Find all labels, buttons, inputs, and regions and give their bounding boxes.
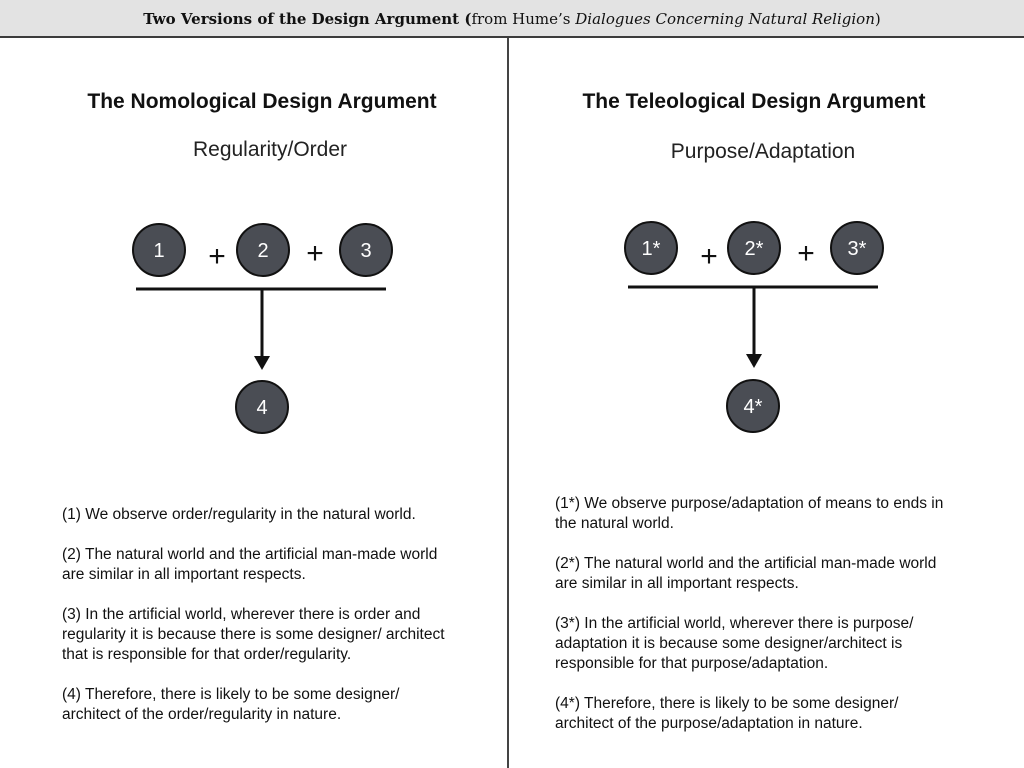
left-node-4-label: 4 xyxy=(256,397,268,419)
left-subheading: Regularity/Order xyxy=(192,138,348,161)
right-node-2 xyxy=(728,222,780,274)
left-node-4 xyxy=(236,381,288,433)
left-premise-2: (2) The natural world and the artificial man-made world are similar in all important respects. xyxy=(62,546,438,583)
right-plus-2: + xyxy=(797,237,815,270)
right-premise-2: (2*) The natural world and the artificial man-made world are similar in all important respects. xyxy=(555,555,937,592)
left-premise-3: (3) In the artificial world, wherever there is order and regularity it is because there is some designer/ architect that is responsible for that order/regularity. xyxy=(62,606,445,663)
right-node-3-label: 3* xyxy=(847,238,867,260)
right-heading: The Teleological Design Argument xyxy=(582,90,926,113)
title-italic: Dialogues Concerning Natural Religion xyxy=(575,10,875,28)
left-plus-2: + xyxy=(306,237,324,270)
left-premise-4: (4) Therefore, there is likely to be some designer/ architect of the order/regularity in nature. xyxy=(62,686,400,723)
left-node-3-label: 3 xyxy=(360,240,372,262)
right-node-3 xyxy=(831,222,883,274)
right-subheading: Purpose/Adaptation xyxy=(670,140,856,163)
left-node-1-label: 1 xyxy=(153,240,165,262)
right-premise-1: (1*) We observe purpose/adaptation of means to ends in the natural world. xyxy=(555,495,944,532)
left-node-1 xyxy=(133,224,185,276)
left-arrowhead xyxy=(254,356,270,370)
left-premises xyxy=(62,505,462,745)
left-heading: The Nomological Design Argument xyxy=(87,90,437,113)
right-node-2-label: 2* xyxy=(744,238,764,260)
right-premise-4: (4*) Therefore, there is likely to be some designer/ architect of the purpose/adaptation in nature. xyxy=(555,695,899,732)
right-arrowhead xyxy=(746,354,762,368)
left-node-2-label: 2 xyxy=(257,240,269,262)
right-node-4-label: 4* xyxy=(743,396,763,418)
right-node-1 xyxy=(625,222,677,274)
right-premises xyxy=(555,494,951,754)
title-from: from Hume’s xyxy=(471,10,576,28)
right-node-1-label: 1* xyxy=(641,238,661,260)
right-plus-1: + xyxy=(700,240,718,273)
title-bold: Two Versions of the Design Argument ( xyxy=(143,10,472,28)
left-plus-1: + xyxy=(208,240,226,273)
left-diagram xyxy=(133,224,392,433)
title-close: ) xyxy=(874,10,881,28)
left-node-3 xyxy=(340,224,392,276)
right-node-4 xyxy=(727,380,779,432)
right-premise-3: (3*) In the artificial world, wherever there is purpose/ adaptation it is because some designer/architect is responsible for that purpose/adaptation. xyxy=(555,615,914,672)
left-premise-1: (1) We observe order/regularity in the natural world. xyxy=(62,506,416,523)
right-diagram xyxy=(625,222,883,432)
left-node-2 xyxy=(237,224,289,276)
